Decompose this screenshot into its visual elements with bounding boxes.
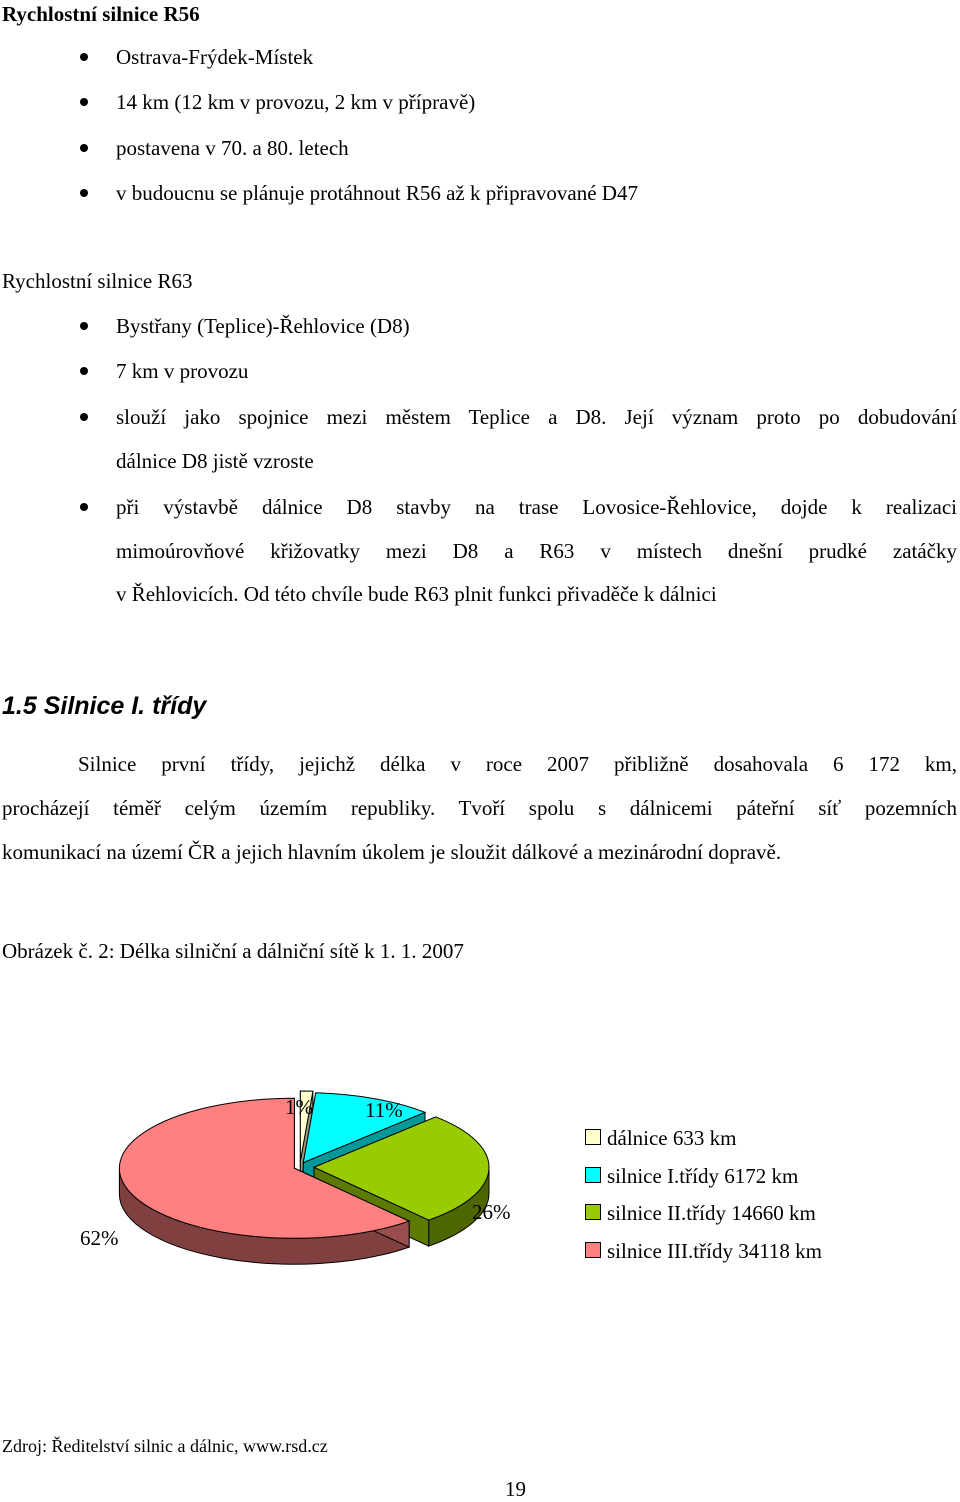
section-paragraph-line: komunikací na území ČR a jejich hlavním úkolem je sloužit dálkové a mezinárodní dopravě. — [2, 840, 782, 864]
legend-swatch — [585, 1242, 601, 1258]
pie-percent-label: 11% — [365, 1098, 403, 1122]
bullet-icon — [80, 367, 88, 375]
r63-bullet-item-line: při výstavbě dálnice D8 stavby na trase Lovosice-Řehlovice, dojde k realizaci — [116, 495, 957, 519]
bullet-icon — [80, 503, 88, 511]
r63-bullet-item-line: v Řehlovicích. Od této chvíle bude R63 plnit funkci přivaděče k dálnici — [116, 582, 717, 606]
legend-label: silnice I.třídy 6172 km — [607, 1164, 799, 1188]
pie-percent-label: 62% — [80, 1226, 119, 1250]
r63-bullet-item-line: dálnice D8 jistě vzroste — [116, 449, 314, 473]
r56-bullet-item: postavena v 70. a 80. letech — [116, 136, 349, 160]
r63-bullet-item: 7 km v provozu — [116, 359, 249, 383]
legend-swatch — [585, 1204, 601, 1220]
legend-label: silnice III.třídy 34118 km — [607, 1239, 823, 1263]
r63-heading: Rychlostní silnice R63 — [2, 269, 193, 293]
r63-bullet-item-line: slouží jako spojnice mezi městem Teplice a D8. Její význam proto po dobudování — [116, 405, 957, 429]
source-note: Zdroj: Ředitelství silnic a dálnic, www.rsd.cz — [2, 1436, 328, 1456]
r56-bullet-item: 14 km (12 km v provozu, 2 km v přípravě) — [116, 90, 476, 114]
r56-bullet-item: v budoucnu se plánuje protáhnout R56 až k připravované D47 — [116, 181, 638, 205]
page-number: 19 — [505, 1477, 526, 1501]
r56-bullet-item: Ostrava-Frýdek-Místek — [116, 45, 314, 69]
pie-percent-label: 26% — [472, 1200, 511, 1224]
bullet-icon — [80, 53, 88, 61]
section-paragraph-line: procházejí téměř celým územím republiky. Tvoří spolu s dálnicemi páteřní síť pozemních — [2, 796, 957, 820]
bullet-icon — [80, 413, 88, 421]
legend-swatch — [585, 1129, 601, 1145]
legend-label: silnice II.třídy 14660 km — [607, 1201, 816, 1225]
figure-caption: Obrázek č. 2: Délka silniční a dálniční sítě k 1. 1. 2007 — [2, 939, 464, 963]
legend-label: dálnice 633 km — [607, 1126, 737, 1150]
bullet-icon — [80, 189, 88, 197]
section-title: 1.5 Silnice I. třídy — [2, 692, 207, 720]
r63-bullet-item-line: mimoúrovňové křižovatky mezi D8 a R63 v místech dnešní prudké zatáčky — [116, 539, 957, 563]
pie-percent-label: 1% — [285, 1095, 313, 1119]
legend-swatch — [585, 1167, 601, 1183]
bullet-icon — [80, 322, 88, 330]
r63-bullet-item: Bystřany (Teplice)-Řehlovice (D8) — [116, 314, 410, 338]
bullet-icon — [80, 98, 88, 106]
bullet-icon — [80, 144, 88, 152]
section-paragraph-line: Silnice první třídy, jejichž délka v roce 2007 přibližně dosahovala 6 172 km, — [78, 752, 957, 776]
r56-heading: Rychlostní silnice R56 — [2, 2, 200, 26]
